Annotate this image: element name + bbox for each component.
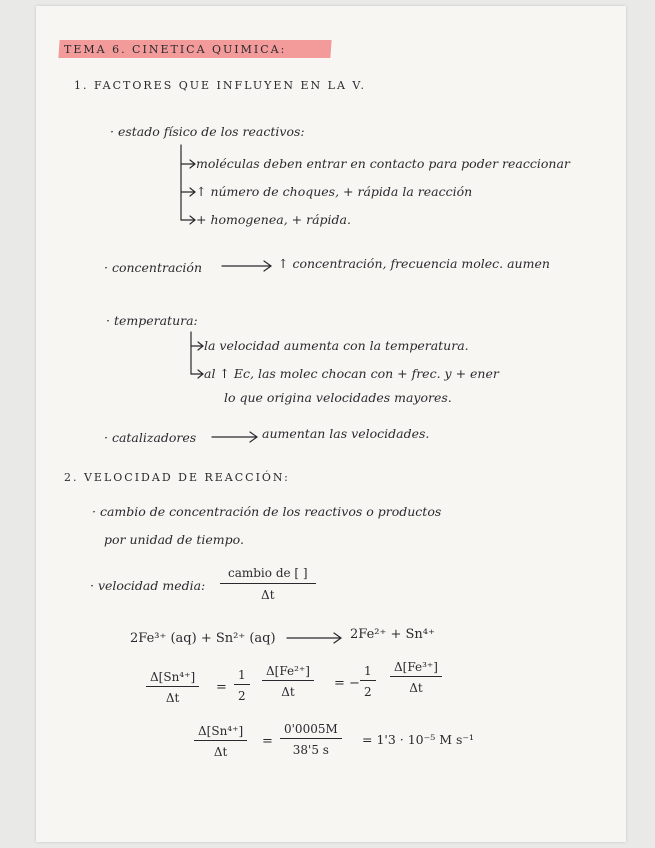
concentracion-result: ↑ concentración, frecuencia molec. aumen <box>278 256 550 271</box>
rate-fraction-fe2-den: Δt <box>281 685 295 699</box>
page-title: TEMA 6. CINETICA QUIMICA: <box>64 43 287 56</box>
rate-fraction-sn-den: Δt <box>165 691 180 705</box>
velocidad-media-denominator: Δt <box>261 588 275 602</box>
rate-fraction-sn-num: Δ[Sn⁴⁺] <box>146 670 199 687</box>
estado-branch-1: moléculas deben entrar en contacto para poder reaccionar <box>196 156 570 171</box>
calc-fraction-den: Δt <box>213 745 228 759</box>
velocidad-media-numerator: cambio de [ ] <box>220 566 316 584</box>
rate-coef-2-num: 1 <box>360 664 376 681</box>
definition-line-1: · cambio de concentración de los reactivos o productos <box>92 504 442 519</box>
reaction-products: 2Fe²⁺ + Sn⁴⁺ <box>350 627 435 642</box>
temperatura-arrow-2 <box>191 370 203 378</box>
concentracion-arrow <box>222 261 271 271</box>
calc-fraction-num: Δ[Sn⁴⁺] <box>194 724 247 741</box>
reaction-arrow <box>287 633 341 643</box>
rate-fraction-fe3-num: Δ[Fe³⁺] <box>390 660 442 677</box>
reaction-reactants: 2Fe³⁺ (aq) + Sn²⁺ (aq) <box>130 631 276 646</box>
rate-equals-1: = <box>216 680 227 695</box>
calc-equals: = <box>262 734 273 749</box>
calc-value-den: 38'5 s <box>292 743 329 757</box>
rate-fraction-fe3-den: Δt <box>409 681 423 695</box>
estado-arrow-3 <box>181 216 195 224</box>
estado-branch-2: ↑ número de choques, + rápida la reacción <box>196 184 473 199</box>
calc-result: = 1'3 · 10⁻⁵ M s⁻¹ <box>362 732 474 747</box>
temperatura-arrow-1 <box>191 342 203 350</box>
temperatura-continuation: lo que origina velocidades mayores. <box>224 390 452 405</box>
section1-heading: 1. FACTORES QUE INFLUYEN EN LA V. <box>74 79 366 92</box>
rate-coef-1-num: 1 <box>234 668 250 685</box>
catalizadores-arrow <box>212 432 257 442</box>
catalizadores-label: · catalizadores <box>104 430 197 445</box>
calc-value-num: 0'0005M <box>280 722 342 739</box>
rate-fraction-fe2-num: Δ[Fe²⁺] <box>262 664 314 681</box>
rate-coef-2-den: 2 <box>364 685 372 699</box>
temperatura-label: · temperatura: <box>106 313 198 328</box>
rate-coef-1-den: 2 <box>238 689 246 703</box>
estado-label: · estado físico de los reactivos: <box>110 124 305 139</box>
estado-arrow-2 <box>181 188 195 196</box>
estado-branch-3: + homogenea, + rápida. <box>196 212 351 227</box>
velocidad-media-label: · velocidad media: <box>90 578 206 593</box>
definition-line-2: por unidad de tiempo. <box>104 532 244 547</box>
concentracion-label: · concentración <box>104 260 202 275</box>
catalizadores-result: aumentan las velocidades. <box>262 426 430 441</box>
rate-equals-2: = − <box>334 676 360 691</box>
temperatura-branch-1: la velocidad aumenta con la temperatura. <box>204 338 469 353</box>
estado-arrow-1 <box>181 160 195 168</box>
temperatura-branch-2: al ↑ Ec, las molec chocan con + frec. y + ener <box>204 366 499 381</box>
section2-heading: 2. VELOCIDAD DE REACCIÓN: <box>64 471 290 484</box>
